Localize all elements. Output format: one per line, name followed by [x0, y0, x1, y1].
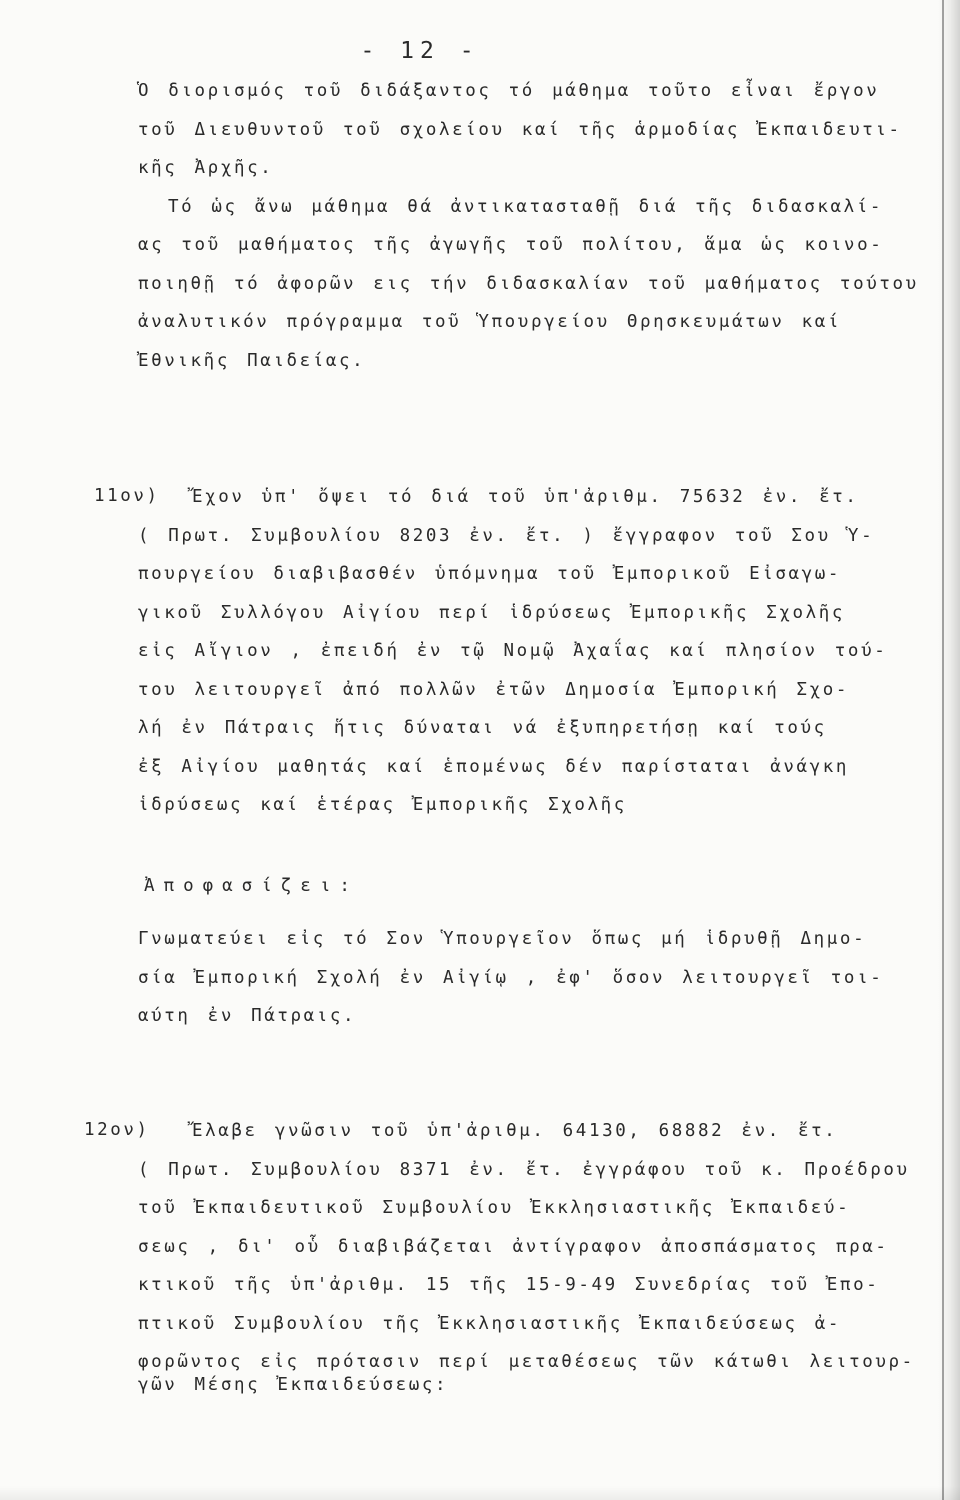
intro-paragraph [138, 72, 919, 380]
bottom-scan-shadow [0, 1486, 960, 1500]
text-line: σεως , δι' οὗ διαβιβάζεται ἀντίγραφον ἀποσπάσματος πρα- [138, 1236, 889, 1257]
text-line: γῶν Μέσης Ἐκπαιδεύσεως: [138, 1374, 449, 1395]
text-line: Ἐθνικῆς Παιδείας. [138, 350, 366, 371]
text-line: Ὁ διορισμός τοῦ διδάξαντος τό μάθημα τοῦτο εἶναι ἔργον [138, 81, 880, 101]
text-line: του λειτουργεῖ ἀπό πολλῶν ἐτῶν Δημοσία Ἐμπορική Σχο- [138, 679, 850, 700]
text-line: εἰς Αἴγιον , ἐπειδή ἐν τῷ Νομῷ Ἀχαΐας καί πλησίον τού- [138, 641, 888, 661]
text-line: τοῦ Διευθυντοῦ τοῦ σχολείου καί τῆς ἁρμοδίας Ἐκπαιδευτι- [138, 119, 902, 140]
text-line: γικοῦ Συλλόγου Αἰγίου περί ἱδρύσεως Ἐμπορικῆς Σχολῆς [138, 602, 846, 623]
text-line: Γνωματεύει εἰς τό Σον Ὑπουργεῖον ὅπως μή ἱδρυθῇ Δημο- [138, 929, 867, 949]
item-number: 12ον) [84, 1120, 150, 1140]
text-line: λή ἐν Πάτραις ἥτις δύναται νά ἐξυπηρετήσῃ καί τούς [138, 718, 827, 738]
item-12-paragraph [138, 1112, 915, 1404]
text-line: φορῶντος εἰς πρότασιν περί μεταθέσεως τῶν κάτωθι λειτουρ- [138, 1352, 915, 1372]
text-line: κτικοῦ τῆς ὑπ'ἀριθμ. 15 τῆς 15-9-49 Συνεδρίας τοῦ Ἐπο- [138, 1275, 880, 1295]
page-edge-line [942, 0, 944, 1500]
text-line: αύτη ἐν Πάτραις. [138, 1006, 357, 1026]
opinion-paragraph [138, 920, 883, 1036]
item-11-paragraph [138, 478, 887, 825]
text-line: ἀναλυτικόν πρόγραμμα τοῦ Ὑπουργείου Θρησκευμάτων καί [138, 312, 842, 332]
text-line: ποιηθῇ τό ἀφορῶν εις τήν διδασκαλίαν τοῦ μαθήματος τούτου [138, 273, 919, 294]
text-line: Ἔχον ὑπ' ὄψει τό διά τοῦ ὑπ'ἀριθμ. 75632 ἐν. ἔτ. [192, 487, 859, 507]
page-number: - 12 - [360, 38, 480, 64]
text-line: ἱδρύσεως καί ἑτέρας Ἐμπορικῆς Σχολῆς [138, 795, 627, 815]
text-line: ας τοῦ μαθήματος τῆς ἀγωγῆς τοῦ πολίτου, ἅμα ὡς κοινο- [138, 235, 884, 255]
text-line: πουργείου διαβιβασθέν ὑπόμνημα τοῦ Ἐμπορικοῦ Εἰσαγω- [138, 564, 842, 584]
text-line: ἐξ Αἰγίου μαθητάς καί ἑπομένως δέν παρίσταται ἀνάγκη [138, 756, 850, 777]
text-line: πτικοῦ Συμβουλίου τῆς Ἐκκλησιαστικῆς Ἐκπαιδεύσεως ἀ- [138, 1313, 842, 1334]
text-line: ( Πρωτ. Συμβουλίου 8371 ἐν. ἔτ. ἐγγράφου τοῦ κ. Προέδρου [138, 1159, 910, 1180]
text-line: κῆς Ἀρχῆς. [138, 158, 274, 178]
text-line: Τό ὡς ἄνω μάθημα θά ἀντικατασταθῇ διά τῆς διδασκαλί- [168, 196, 884, 217]
text-line: Ἔλαβε γνῶσιν τοῦ ὑπ'ἀριθμ. 64130, 68882 ἐν. ἔτ. [192, 1121, 838, 1141]
text-line: τοῦ Ἐκπαιδευτικοῦ Συμβουλίου Ἐκκλησιαστικῆς Ἐκπαιδεύ- [138, 1198, 851, 1218]
text-line: ( Πρωτ. Συμβουλίου 8203 ἐν. ἔτ. ) ἔγγραφον τοῦ Σου Ὑ- [138, 525, 875, 546]
text-line: σία Ἐμπορική Σχολή ἐν Αἰγίῳ , ἐφ' ὅσον λειτουργεῖ τοι- [138, 967, 884, 988]
decision-heading: Ἀποφασίζει: [144, 876, 359, 896]
item-number: 11ον) [94, 486, 160, 506]
